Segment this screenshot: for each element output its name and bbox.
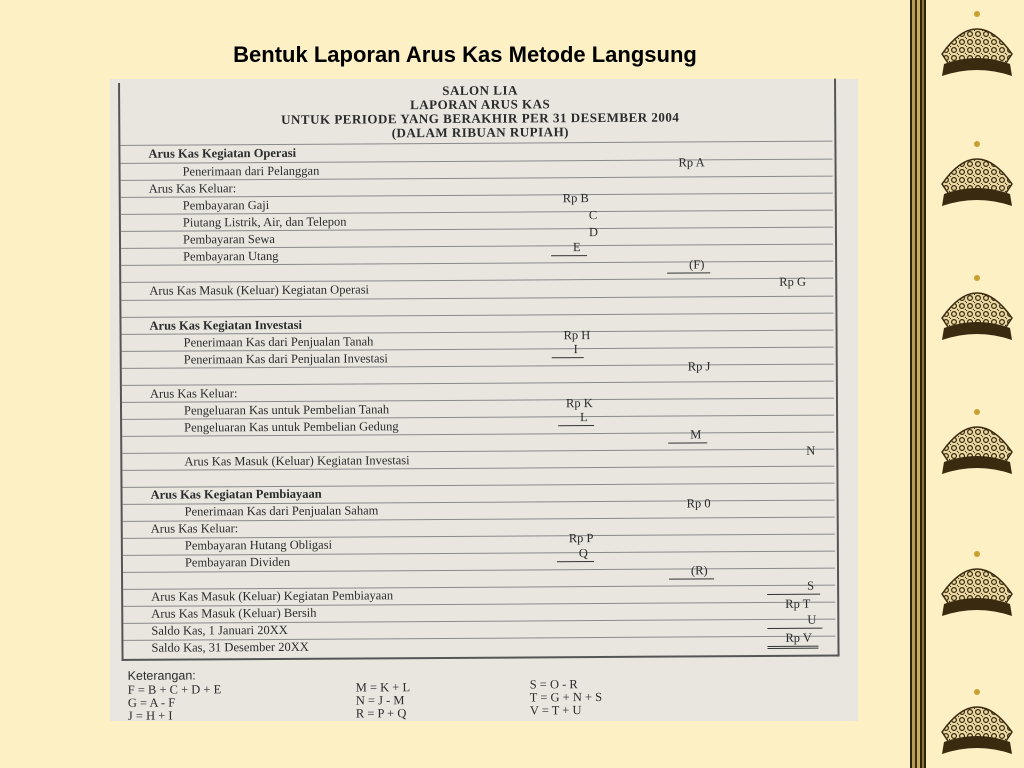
- notes-formula: S = O - R: [529, 677, 578, 692]
- summary-value: U: [767, 613, 822, 629]
- notes-formula: M = K + L: [355, 680, 411, 695]
- crown-ornament-icon: [934, 136, 1020, 216]
- notes-formula: T = G + N + S: [529, 690, 603, 705]
- crown-ornament-icon: [934, 270, 1020, 350]
- report-title: LAPORAN ARUS KAS: [410, 96, 551, 113]
- investing-net-label: Arus Kas Masuk (Keluar) Kegiatan Investasi: [184, 453, 410, 469]
- summary-label: Saldo Kas, 1 Januari 20XX: [151, 622, 288, 638]
- operating-outflow-heading: Arus Kas Keluar:: [148, 181, 237, 196]
- summary-value: Rp V: [767, 631, 818, 649]
- notes-formula: J = H + I: [127, 708, 173, 723]
- investing-receipt-label: Penerimaan Kas dari Penjualan Tanah: [183, 334, 374, 350]
- operating-item-value: Rp B: [562, 191, 589, 206]
- company-name: SALON LIA: [442, 82, 518, 98]
- investing-outflow-heading: Arus Kas Keluar:: [149, 386, 238, 401]
- summary-label: Arus Kas Masuk (Keluar) Bersih: [151, 605, 317, 621]
- report-period: UNTUK PERIODE YANG BERAKHIR PER 31 DESEMBER 2004: [281, 109, 680, 127]
- investing-receipt-total: Rp J: [687, 359, 711, 374]
- investing-subtotal: M: [668, 427, 707, 443]
- financing-item-value: Rp P: [568, 531, 594, 546]
- operating-heading: Arus Kas Kegiatan Operasi: [148, 145, 297, 161]
- operating-item-label: Pembayaran Utang: [183, 248, 279, 264]
- summary-value: Rp T: [785, 596, 811, 611]
- investing-item-value: L: [558, 410, 594, 426]
- financing-receipt-label: Penerimaan Kas dari Penjualan Saham: [184, 503, 379, 519]
- investing-item-value: Rp K: [565, 396, 593, 411]
- operating-receipt-value: Rp A: [678, 155, 705, 170]
- notes-formula: N = J - M: [355, 693, 405, 708]
- slide-title: Bentuk Laporan Arus Kas Metode Langsung: [233, 42, 697, 67]
- operating-item-value: C: [588, 208, 598, 223]
- operating-item-value: D: [588, 225, 599, 240]
- report-unit: (DALAM RIBUAN RUPIAH): [391, 124, 570, 141]
- crown-ornament-icon: [934, 546, 1020, 626]
- financing-subtotal: (R): [669, 563, 714, 579]
- operating-net-value: Rp G: [779, 274, 807, 289]
- operating-item-label: Pembayaran Gaji: [182, 198, 270, 213]
- financing-item-label: Pembayaran Dividen: [184, 554, 291, 570]
- investing-receipt-value: I: [552, 342, 584, 358]
- scanned-cash-flow-statement: [110, 79, 858, 721]
- investing-item-label: Pengeluaran Kas untuk Pembelian Tanah: [183, 402, 390, 418]
- financing-item-value: Q: [557, 546, 594, 562]
- crown-ornament-icon: [934, 684, 1020, 764]
- summary-label: Saldo Kas, 31 Desember 20XX: [151, 639, 309, 655]
- notes-formula: F = B + C + D + E: [127, 682, 222, 697]
- operating-receipt-label: Penerimaan dari Pelanggan: [182, 163, 320, 179]
- operating-item-value: E: [551, 240, 587, 256]
- operating-subtotal: (F): [667, 257, 710, 273]
- notes-formula: R = P + Q: [355, 706, 407, 721]
- financing-receipt-value: Rp 0: [686, 496, 711, 511]
- financing-heading: Arus Kas Kegiatan Pembiayaan: [150, 486, 322, 502]
- operating-item-label: Pembayaran Sewa: [182, 231, 276, 247]
- crown-ornament-icon: [934, 6, 1020, 86]
- crown-ornament-icon: [934, 404, 1020, 484]
- notes-heading: Keterangan:: [127, 668, 196, 683]
- decorative-border: [910, 0, 926, 768]
- financing-net-value: S: [767, 579, 820, 595]
- notes-formula: V = T + U: [529, 703, 582, 718]
- investing-heading: Arus Kas Kegiatan Investasi: [149, 317, 303, 333]
- operating-item-label: Piutang Listrik, Air, dan Telepon: [182, 214, 347, 230]
- notes-formula: G = A - F: [127, 695, 176, 710]
- investing-net-value: N: [806, 443, 816, 458]
- operating-net-label: Arus Kas Masuk (Keluar) Kegiatan Operasi: [149, 282, 370, 298]
- financing-outflow-heading: Arus Kas Keluar:: [150, 521, 239, 536]
- investing-item-label: Pengeluaran Kas untuk Pembelian Gedung: [184, 419, 399, 435]
- investing-receipt-label: Penerimaan Kas dari Penjualan Investasi: [183, 351, 388, 367]
- financing-item-label: Pembayaran Hutang Obligasi: [184, 537, 333, 553]
- investing-receipt-value: Rp H: [563, 328, 591, 343]
- financing-net-label: Arus Kas Masuk (Keluar) Kegiatan Pembiayaan: [151, 588, 394, 604]
